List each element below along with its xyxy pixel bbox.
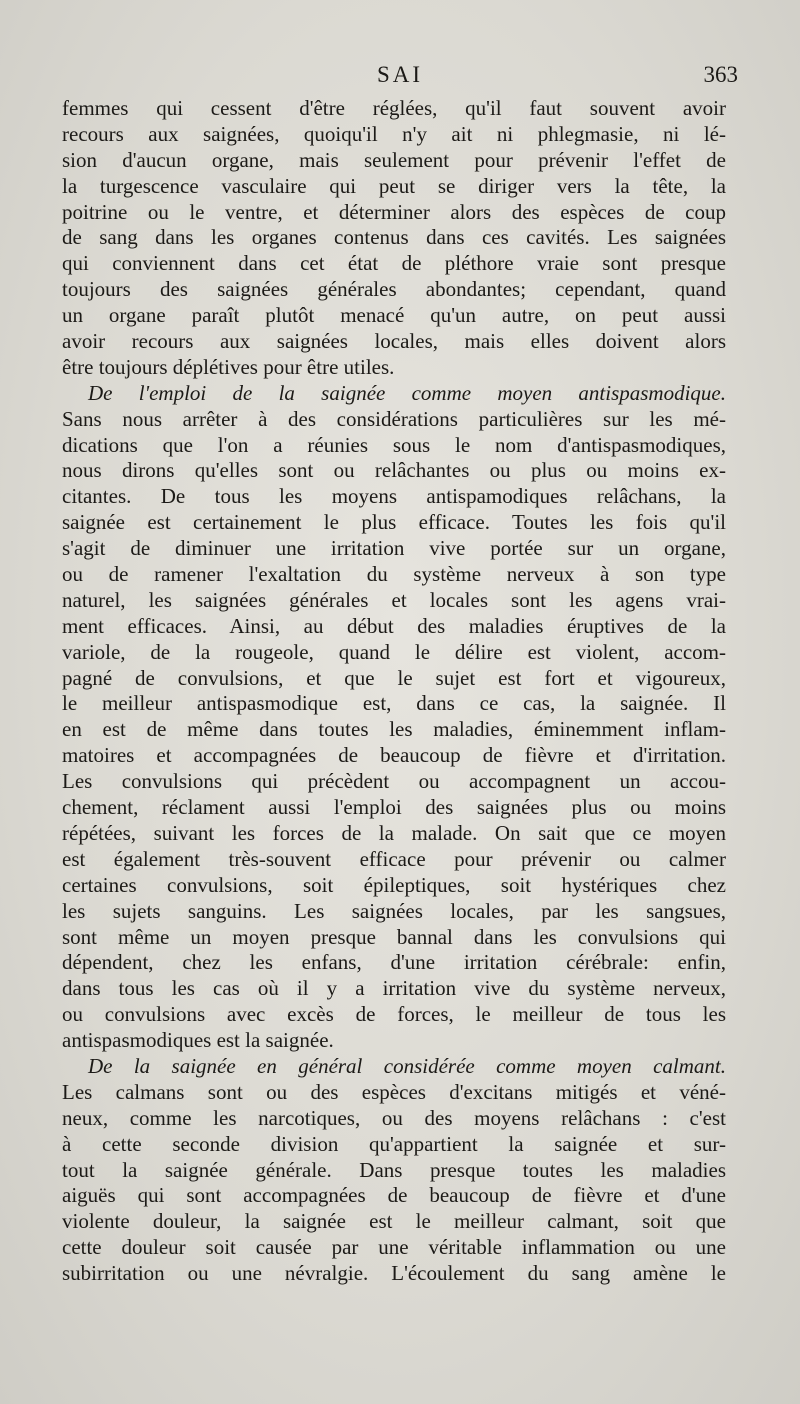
text-line: chement, réclament aussi l'emploi des saignées plus ou moins — [62, 795, 726, 820]
text-line: est également très-souvent efficace pour prévenir ou calmer — [62, 846, 726, 871]
text-line: femmes qui cessent d'être réglées, qu'il faut souvent avoir — [62, 96, 726, 120]
text-line: recours aux saignées, quoiqu'il n'y ait ni phlegmasie, ni lé- — [62, 121, 726, 146]
text-line: nous dirons qu'elles sont ou relâchantes ou plus ou moins ex- — [62, 458, 726, 483]
text-line: répétées, suivant les forces de la malade. On sait que ce moyen — [62, 820, 726, 845]
text-line: avoir recours aux saignées locales, mais elles doivent alors — [62, 329, 726, 354]
text-line: dans tous les cas où il y a irritation vive du système nerveux, — [62, 976, 726, 1001]
text-line: matoires et accompagnées de beaucoup de fièvre et d'irritation. — [62, 743, 726, 768]
text-line: s'agit de diminuer une irritation vive portée sur un organe, — [62, 536, 726, 561]
page-number: 363 — [703, 62, 738, 87]
text-line: neux, comme les narcotiques, ou des moyens relâchans : c'est — [62, 1105, 726, 1130]
text-line: la turgescence vasculaire qui peut se diriger vers la tête, la — [62, 173, 726, 198]
text-line: ou de ramener l'exaltation du système nerveux à son type — [62, 562, 726, 587]
running-head: SAI — [376, 62, 424, 87]
page-header — [62, 60, 738, 94]
text-line: Les calmans sont ou des espèces d'excitans mitigés et véné- — [62, 1079, 726, 1104]
text-line: les sujets sanguins. Les saignées locales, par les sangsues, — [62, 898, 726, 923]
text-line: ou convulsions avec excès de forces, le meilleur de tous les — [62, 1002, 726, 1027]
text-line: poitrine ou le ventre, et déterminer alors des espèces de coup — [62, 199, 726, 224]
text-line: être toujours déplétives pour être utiles. — [62, 354, 395, 379]
text-line: saignée est certainement le plus efficace. Toutes les fois qu'il — [62, 510, 726, 535]
text-line: qui conviennent dans cet état de pléthore vraie sont presque — [62, 251, 726, 276]
text-line: Sans nous arrêter à des considérations particulières sur les mé- — [62, 406, 726, 431]
text-line: subirritation ou une névralgie. L'écoulement du sang amène le — [62, 1261, 726, 1286]
text-line: aiguës qui sont accompagnées de beaucoup de fièvre et d'une — [62, 1183, 726, 1208]
text-line: le meilleur antispasmodique est, dans ce cas, la saignée. Il — [62, 691, 726, 716]
text-line: un organe paraît plutôt menacé qu'un autre, on peut aussi — [62, 303, 726, 328]
text-line: en est de même dans toutes les maladies, éminemment inflam- — [62, 717, 726, 742]
text-line: de sang dans les organes contenus dans ces cavités. Les saignées — [62, 225, 726, 250]
text-line: Les convulsions qui précèdent ou accompagnent un accou- — [62, 769, 726, 794]
text-line: ment efficaces. Ainsi, au début des maladies éruptives de la — [62, 613, 726, 638]
text-line: sion d'aucun organe, mais seulement pour prévenir l'effet de — [62, 147, 726, 172]
text-line: antispasmodiques est la saignée. — [62, 1028, 334, 1053]
text-line: dications que l'on a réunies sous le nom d'antispasmodiques, — [62, 432, 726, 457]
body-text — [62, 96, 726, 1287]
text-line: à cette seconde division qu'appartient la saignée et sur- — [62, 1131, 726, 1156]
text-line: toujours des saignées générales abondantes; cependant, quand — [62, 277, 726, 302]
text-line: pagné de convulsions, et que le sujet est fort et vigoureux, — [62, 665, 726, 690]
text-line: certaines convulsions, soit épileptiques, soit hystériques chez — [62, 872, 726, 897]
text-line: sont même un moyen presque bannal dans les convulsions qui — [62, 924, 726, 949]
text-line: citantes. De tous les moyens antispamodiques relâchans, la — [62, 484, 726, 509]
text-line: violente douleur, la saignée est le meilleur calmant, soit que — [62, 1209, 726, 1234]
section-heading: De l'emploi de la saignée comme moyen antispasmodique. — [88, 380, 726, 405]
section-heading: De la saignée en général considérée comme moyen calmant. — [88, 1053, 726, 1078]
text-line: dépendent, chez les enfans, d'une irritation cérébrale: enfin, — [62, 950, 726, 975]
text-line: tout la saignée générale. Dans presque toutes les maladies — [62, 1157, 726, 1182]
text-line: naturel, les saignées générales et locales sont les agens vrai- — [62, 587, 726, 612]
text-line: cette douleur soit causée par une véritable inflammation ou une — [62, 1235, 726, 1260]
text-line: variole, de la rougeole, quand le délire est violent, accom- — [62, 639, 726, 664]
